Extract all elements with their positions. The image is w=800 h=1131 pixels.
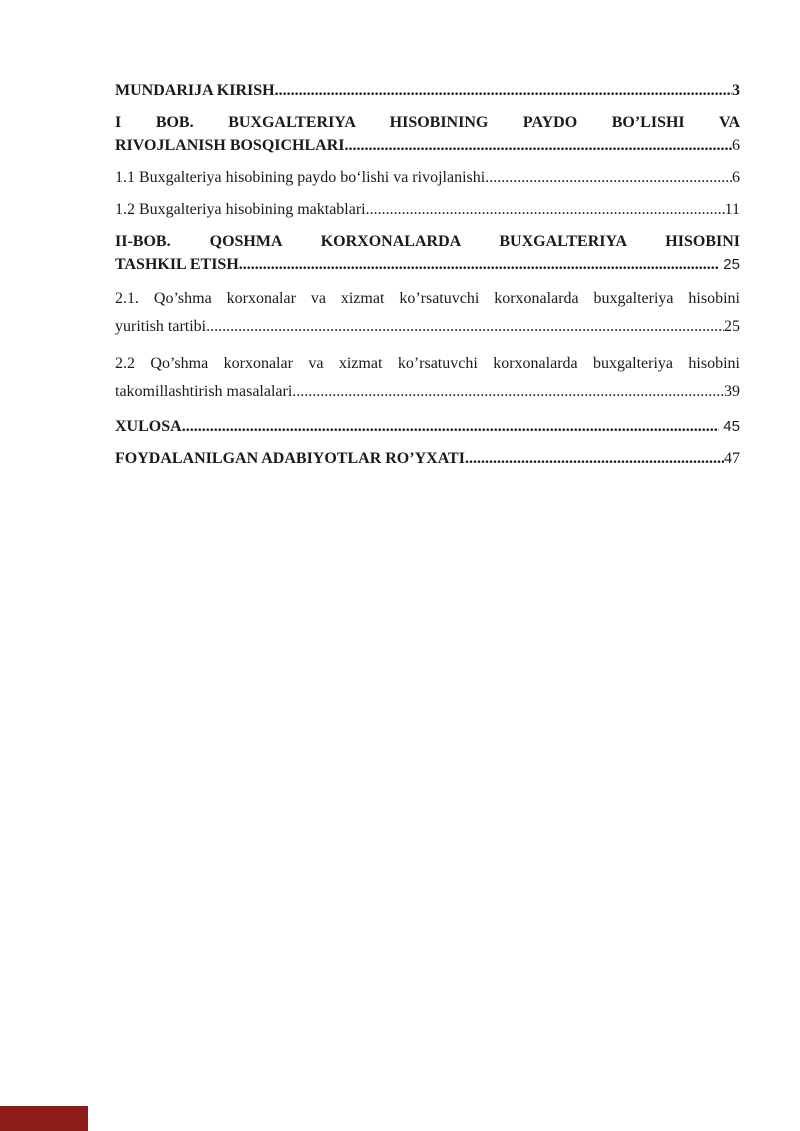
toc-entry-mundarija-kirish	[115, 79, 740, 102]
toc-entry-1-1	[115, 166, 740, 189]
toc-entry-1-2	[115, 198, 740, 221]
toc-entry-title-line2: RIVOJLANISH BOSQICHLARI	[115, 137, 345, 154]
toc-page-number: 6	[732, 137, 740, 154]
toc-page-number: 25	[719, 256, 740, 273]
toc-page-number: 45	[719, 418, 740, 435]
footer-red-block	[0, 1106, 88, 1131]
toc-entry-ii-bob	[115, 230, 740, 276]
toc-page-number: 3	[732, 82, 740, 99]
toc-entry-title: 1.1 Buxgalteriya hisobining paydo bo‘lishi va rivojlanishi	[115, 169, 486, 186]
dot-leader	[366, 198, 725, 221]
dot-leader	[345, 134, 732, 157]
toc-entry-title: FOYDALANILGAN ADABIYOTLAR RO’YXATI	[115, 450, 465, 467]
dot-leader	[275, 79, 732, 102]
dot-leader	[485, 166, 732, 189]
toc-page-number: 39	[724, 383, 740, 400]
dot-leader	[182, 415, 719, 438]
dot-leader	[292, 378, 724, 406]
toc-entry-title-line1: I BOB. BUXGALTERIYA HISOBINING PAYDO BO’LISHI VA	[115, 114, 740, 131]
toc-page-number: 11	[724, 201, 740, 218]
toc-page-number: 6	[732, 169, 740, 186]
toc-entry-2-1	[115, 285, 740, 341]
dot-leader	[239, 253, 719, 276]
dot-leader	[206, 313, 724, 341]
toc-entry-title: 1.2 Buxgalteriya hisobining maktablari	[115, 201, 366, 218]
toc-entry-title-line1: 2.1. Qo’shma korxonalar va xizmat ko’rsatuvchi korxonalarda buxgalteriya hisobini	[115, 290, 740, 307]
dot-leader	[465, 447, 724, 470]
toc-page-number: 47	[724, 450, 740, 467]
toc-entry-title-line1: 2.2 Qo’shma korxonalar va xizmat ko’rsatuvchi korxonalarda buxgalteriya hisobini	[115, 355, 740, 372]
toc-entry-title-line1: II-BOB. QOSHMA KORXONALARDA BUXGALTERIYA HISOBINI	[115, 233, 740, 250]
toc-entry-i-bob	[115, 111, 740, 157]
toc-entry-2-2	[115, 350, 740, 406]
toc-entry-title-line2: TASHKIL ETISH	[115, 256, 239, 273]
toc-entry-xulosa	[115, 415, 740, 438]
toc-page-number: 25	[724, 318, 740, 335]
toc-entry-title: MUNDARIJA KIRISH	[115, 82, 275, 99]
toc-entry-title-line2: takomillashtirish masalalari	[115, 383, 293, 400]
toc-entry-title-line2: yuritish tartibi	[115, 318, 207, 335]
toc-entry-title: XULOSA	[115, 418, 182, 435]
toc-entry-adabiyotlar	[115, 447, 740, 470]
table-of-contents	[115, 79, 740, 479]
